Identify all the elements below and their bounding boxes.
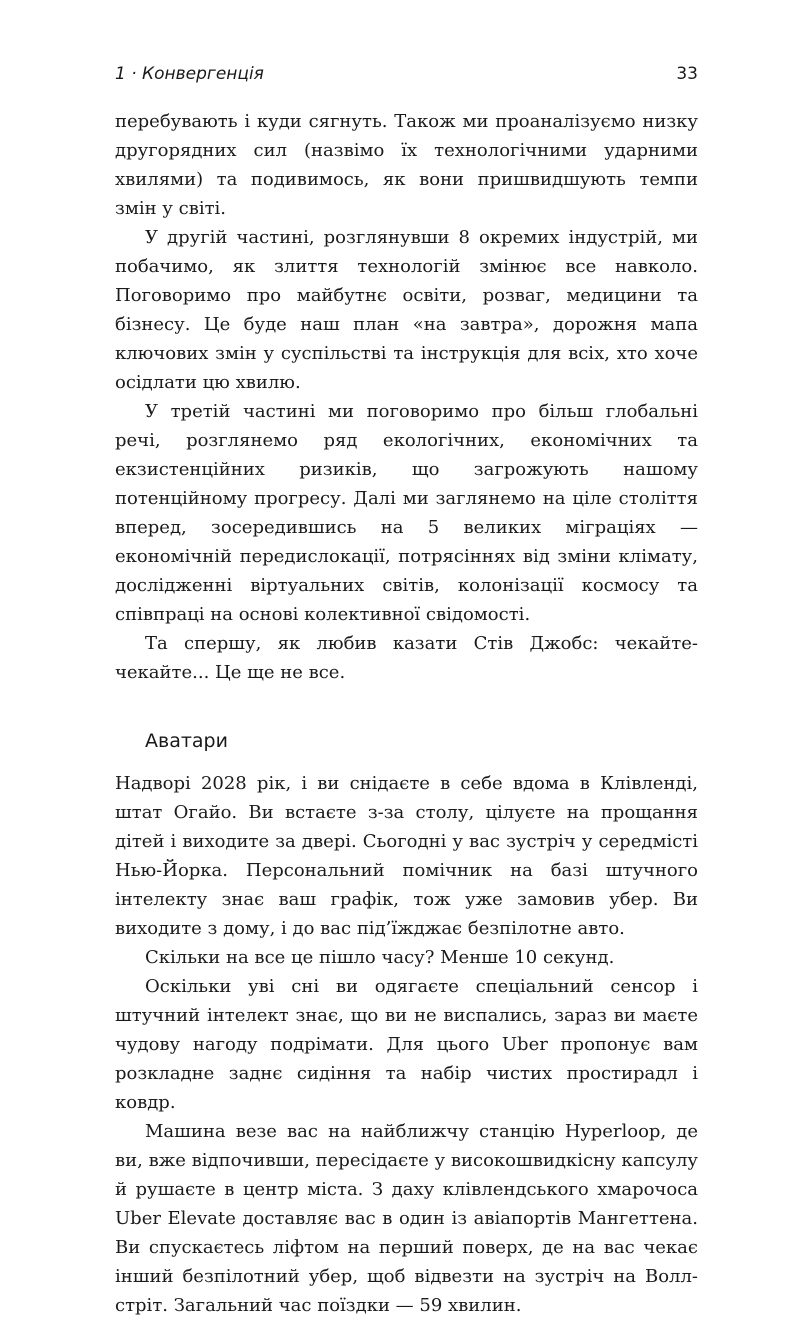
intro-paragraph-3: У третій частині ми поговоримо про більш глобальні речі, розглянемо ряд екологічних, економічних та екзистенційних ризиків, що загрожують нашому потенційному прогресу. Далі ми заглянемо на ціле століття вперед, зосередившись на 5 великих міграціях — економічній передислокації, потрясіннях від зміни клімату, дослідженні віртуальних світів, колонізації космосу та співпраці на основі колективної свідомості. [115,401,698,625]
running-head [115,64,698,84]
intro-paragraph-4: Та спершу, як любив казати Стів Джобс: чекайте-чекайте... Це ще не все. [115,633,698,683]
chapter-title: 1 · Конвергенція [115,64,264,84]
intro-paragraph-2: У другій частині, розглянувши 8 окремих індустрій, ми побачимо, як злиття технологій змінює все навколо. Поговоримо про майбутнє освіти, розваг, медицини та бізнесу. Це буде наш план «на завтра», дорожня мапа ключових змін у суспільстві та інструкція для всіх, хто хоче осідлати цю хвилю. [115,227,698,393]
section-paragraph-2: Скільки на все це пішло часу? Менше 10 секунд. [145,947,615,968]
section-paragraph-3: Оскільки уві сні ви одягаєте спеціальний сенсор і штучний інтелект знає, що ви не виспались, зараз ви маєте чудову нагоду подрімати. Для цього Uber пропонує вам розкладне заднє сидіння та набір чистих простирадл і ковдр. [115,976,698,1113]
body-text [115,107,698,1320]
section-heading: Аватари [145,730,228,752]
intro-paragraph-1: перебувають і куди сягнуть. Також ми проаналізуємо низку другорядних сил (назвімо їх технологічними ударними хвилями) та подивимось, як вони пришвидшують темпи змін у світі. [115,111,698,219]
section-paragraph-4: Машина везе вас на найближчу станцію Hyperloop, де ви, вже відпочивши, пересідаєте у високошвидкісну капсулу й рушаєте в центр міста. З даху клівлендського хмарочоса Uber Elevate доставляє вас в один із авіапортів Мангеттена. Ви спускаєтесь ліфтом на перший поверх, де на вас чекає інший безпілотний убер, щоб відвезти на зустріч на Волл-стріт. Загальний час поїздки — 59 хвилин. [115,1121,699,1316]
section-paragraph-1: Надворі 2028 рік, і ви снідаєте в себе вдома в Клівленді, штат Огайо. Ви встаєте з-за столу, цілуєте на прощання дітей і виходите за двері. Сьогодні у вас зустріч у середмісті Нью-Йорка. Персональний помічник на базі штучного інтелекту знає ваш графік, тож уже замовив убер. Ви виходите з дому, і до вас під’їжджає безпілотне авто. [115,773,698,939]
page-number: 33 [676,64,698,84]
